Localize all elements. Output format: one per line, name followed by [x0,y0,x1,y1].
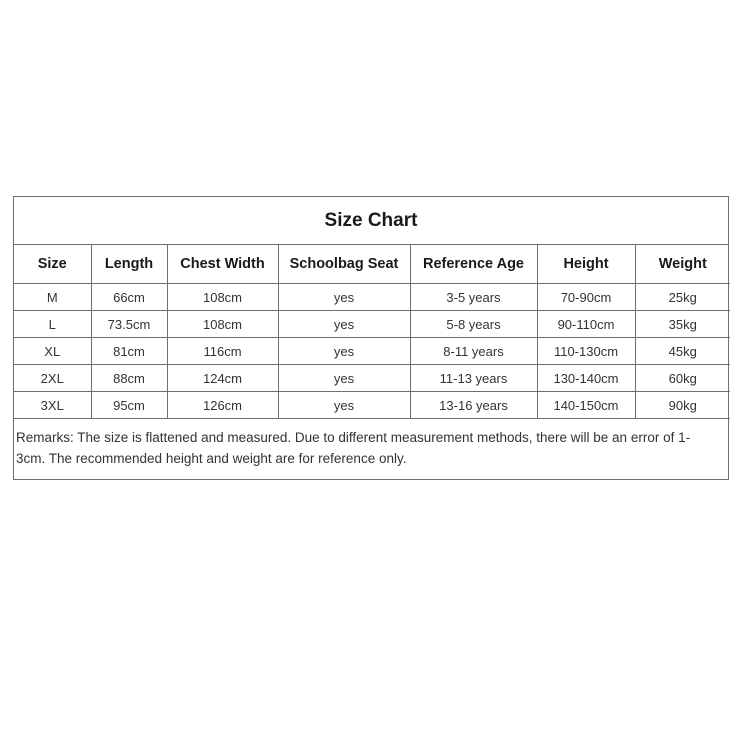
cell-weight: 25kg [635,284,730,311]
cell-weight: 90kg [635,392,730,419]
cell-chest-width: 108cm [167,311,278,338]
header-height: Height [537,245,635,284]
cell-schoolbag-seat: yes [278,311,410,338]
cell-weight: 60kg [635,365,730,392]
remarks-line-2: 3cm. The recommended height and weight are for reference only. [16,451,407,466]
chart-title: Size Chart [14,197,728,245]
table-row [14,338,730,365]
cell-size: XL [14,338,91,365]
cell-length: 88cm [91,365,167,392]
cell-height: 110-130cm [537,338,635,365]
header-size: Size [14,245,91,284]
cell-chest-width: 124cm [167,365,278,392]
cell-weight: 45kg [635,338,730,365]
cell-size: M [14,284,91,311]
header-chest-width: Chest Width [167,245,278,284]
cell-chest-width: 126cm [167,392,278,419]
cell-schoolbag-seat: yes [278,392,410,419]
header-weight: Weight [635,245,730,284]
table-row [14,284,730,311]
cell-weight: 35kg [635,311,730,338]
cell-length: 81cm [91,338,167,365]
remarks [14,419,728,479]
size-chart [13,196,729,480]
table-row [14,365,730,392]
table-row [14,311,730,338]
table-row [14,392,730,419]
cell-reference-age: 3-5 years [410,284,537,311]
cell-schoolbag-seat: yes [278,284,410,311]
cell-schoolbag-seat: yes [278,338,410,365]
cell-size: 3XL [14,392,91,419]
cell-reference-age: 5-8 years [410,311,537,338]
cell-reference-age: 11-13 years [410,365,537,392]
cell-height: 130-140cm [537,365,635,392]
cell-length: 95cm [91,392,167,419]
size-table [14,245,730,419]
header-schoolbag-seat: Schoolbag Seat [278,245,410,284]
cell-height: 140-150cm [537,392,635,419]
cell-chest-width: 116cm [167,338,278,365]
header-reference-age: Reference Age [410,245,537,284]
header-length: Length [91,245,167,284]
cell-height: 70-90cm [537,284,635,311]
cell-size: L [14,311,91,338]
cell-schoolbag-seat: yes [278,365,410,392]
cell-length: 66cm [91,284,167,311]
cell-chest-width: 108cm [167,284,278,311]
cell-length: 73.5cm [91,311,167,338]
cell-size: 2XL [14,365,91,392]
remarks-line-1: Remarks: The size is flattened and measured. Due to different measurement methods, there will be an error of 1- [16,430,691,445]
cell-height: 90-110cm [537,311,635,338]
header-row [14,245,730,284]
cell-reference-age: 13-16 years [410,392,537,419]
cell-reference-age: 8-11 years [410,338,537,365]
